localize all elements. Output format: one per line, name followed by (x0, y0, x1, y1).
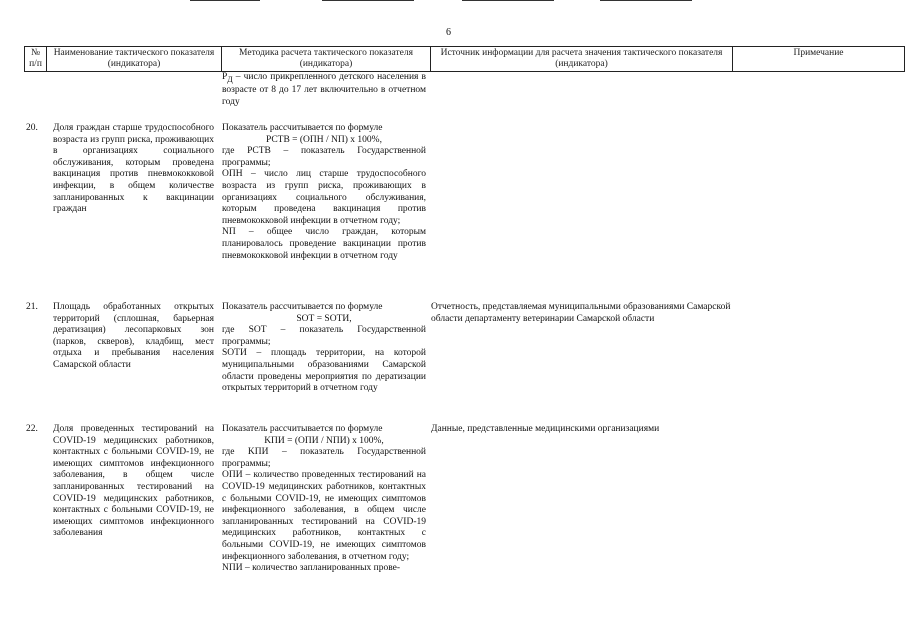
row-20-line: где PСТВ – показатель Государственной программы; (222, 146, 426, 168)
page-number: 6 (446, 27, 451, 38)
row-22-formula: KПИ = (OПИ / NПИ) х 100%, (264, 435, 384, 446)
continuation-text: $P_Д$ – число прикрепленного детского населения в возрасте от 8 до 17 лет включительно в отчетном году (222, 72, 426, 108)
row-20-num: 20. (26, 123, 38, 133)
header-source: Источник информации для расчета значения тактического показателя (индикатора) (431, 47, 733, 72)
row-22-intro: Показатель рассчитывается по формуле (222, 424, 383, 434)
row-21-line: где SОТ – показатель Государственной программы; (222, 325, 426, 347)
row-20-line: OПН – число лиц старше трудоспособного возраста из групп риска, проживающих в организациях социального обслуживания, которым проведена вакцинация против пневмококковой инфекции в отчетном году; (222, 169, 426, 226)
row-20-line: NП – общее число граждан, которым планировалось проведение вакцинации против пневмококковой инфекции в отчетном году (222, 227, 426, 261)
row-22-line: OПИ – количество проведенных тестирований на COVID-19 медицинских работников, контактных с больными COVID-19, не имеющих симптомов инфекционного заболевания, в общем числе запланированных тестирований на COVID-19 медицинских работников, контактных с больными COVID-19, не имеющих симптомов инфекционного заболевания, в отчетном году; (222, 470, 426, 562)
row-21-method (222, 302, 426, 395)
table-header (24, 46, 905, 72)
row-20-intro: Показатель рассчитывается по формуле (222, 123, 383, 133)
header-method: Методика расчета тактического показателя (индикатора) (222, 47, 431, 72)
row-20-method (222, 123, 426, 262)
row-22-source: Данные, представленные медицинскими организациями (431, 424, 660, 434)
row-21-line: SОТИ – площадь территории, на которой муниципальными образованиями Самарской области проведены мероприятия по дератизации открытых территорий в отчетном году (222, 348, 426, 394)
row-22-method (222, 424, 426, 575)
header-note: Примечание (733, 47, 905, 72)
row-21-name: Площадь обработанных открытых территорий (сплошная, барьерная дератизация) лесопарковых зон (парков, скверов), кладбищ, мест отдыха и пребывания населения Самарской области (53, 302, 214, 370)
row-22-line: NПИ – количество запланированных прове- (222, 563, 401, 574)
row-20-formula: PСТВ = (OПН / NП) х 100%, (266, 134, 382, 145)
row-22-line: где KПИ – показатель Государственной программы; (222, 447, 426, 469)
row-21-intro: Показатель рассчитывается по формуле (222, 302, 383, 312)
header-num: № п/п (25, 47, 47, 72)
row-22-num: 22. (26, 424, 38, 434)
row-21-formula: SОТ = SОТИ, (296, 313, 352, 324)
row-20-name: Доля граждан старше трудоспособного возраста из групп риска, проживающих в организациях социального обслуживания, которым проведена вакцинация против пневмококковой инфекции, в общем количестве запланированных к вакцинации граждан (53, 123, 214, 215)
row-21-source: Отчетность, представляемая муниципальными образованиями Самарской области департаменту ветеринарии Самарской области (431, 302, 731, 324)
row-22-name: Доля проведенных тестирований на COVID-19 медицинских работников, контактных с больными COVID-19, не имеющих симптомов инфекционного заболевания, в общем числе запланированных тестирований на COVID-19 медицинских работников, контактных с больными COVID-19, не имеющих симптомов инфекционного заболевания (53, 424, 214, 539)
row-21-num: 21. (26, 302, 38, 312)
header-name: Наименование тактического показателя (индикатора) (47, 47, 222, 72)
